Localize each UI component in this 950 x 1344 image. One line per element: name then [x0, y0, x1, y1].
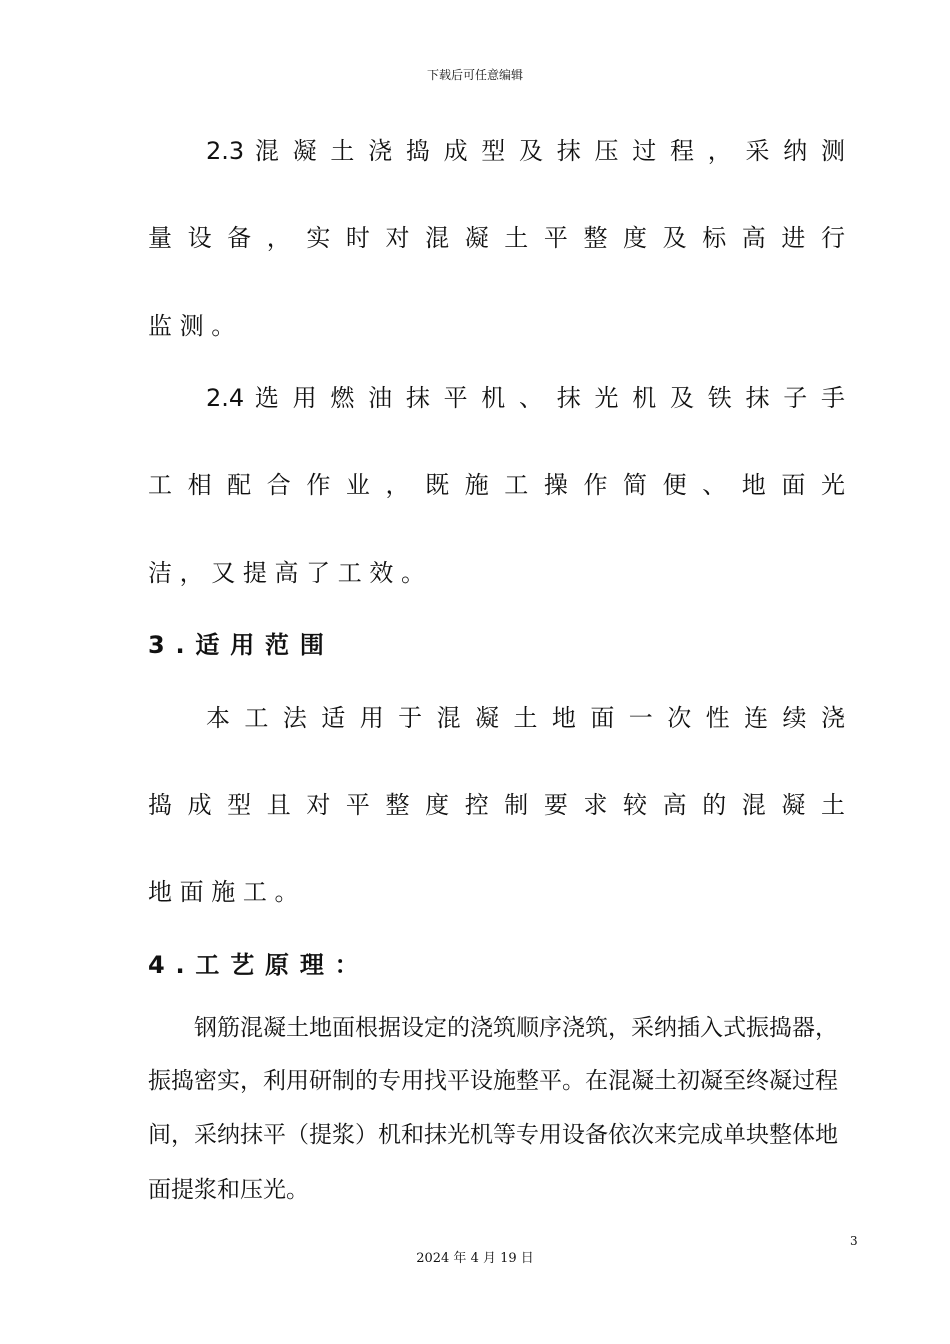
paragraph-2-3-line-1: 2.3 混 凝 土 浇 捣 成 型 及 抹 压 过 程 ， 采 纳 测 [206, 137, 845, 165]
paragraph-2-4-line-1: 2.4 选 用 燃 油 抹 平 机 、 抹 光 机 及 铁 抹 子 手 [206, 384, 845, 412]
page-footer-date: 2024 年 4 月 19 日 [416, 1251, 534, 1266]
paragraph-4-line-1: 钢筋混凝土地面根据设定的浇筑顺序浇筑，采纳插入式振捣器， [194, 1015, 838, 1041]
paragraph-4-line-3: 间，采纳抹平（提浆）机和抹光机等专用设备依次来完成单块整体地 [148, 1122, 838, 1148]
paragraph-4-line-2: 振捣密实，利用研制的专用找平设施整平。在混凝土初凝至终凝过程 [148, 1068, 838, 1094]
page-number: 3 [850, 1234, 858, 1248]
paragraph-2-4-line-2: 工 相 配 合 作 业 ， 既 施 工 操 作 简 便 、 地 面 光 [148, 471, 845, 499]
paragraph-3-line-1: 本 工 法 适 用 于 混 凝 土 地 面 一 次 性 连 续 浇 [206, 704, 845, 732]
paragraph-2-4-line-3: 洁 ， 又 提 高 了 工 效 。 [148, 559, 426, 587]
paragraph-3-line-2: 捣 成 型 且 对 平 整 度 控 制 要 求 较 高 的 混 凝 土 [148, 791, 845, 819]
section-4-heading: 4.工艺原理： [148, 951, 370, 979]
paragraph-4-line-4: 面提浆和压光。 [148, 1177, 309, 1203]
paragraph-3-line-3: 地 面 施 工 。 [148, 878, 299, 906]
section-3-heading: 3.适用范围 [148, 631, 335, 659]
page-header-note: 下载后可任意编辑 [426, 68, 523, 82]
paragraph-2-3-line-2: 量 设 备 ， 实 时 对 混 凝 土 平 整 度 及 标 高 进 行 [148, 224, 845, 252]
paragraph-2-3-line-3: 监 测 。 [148, 312, 236, 340]
